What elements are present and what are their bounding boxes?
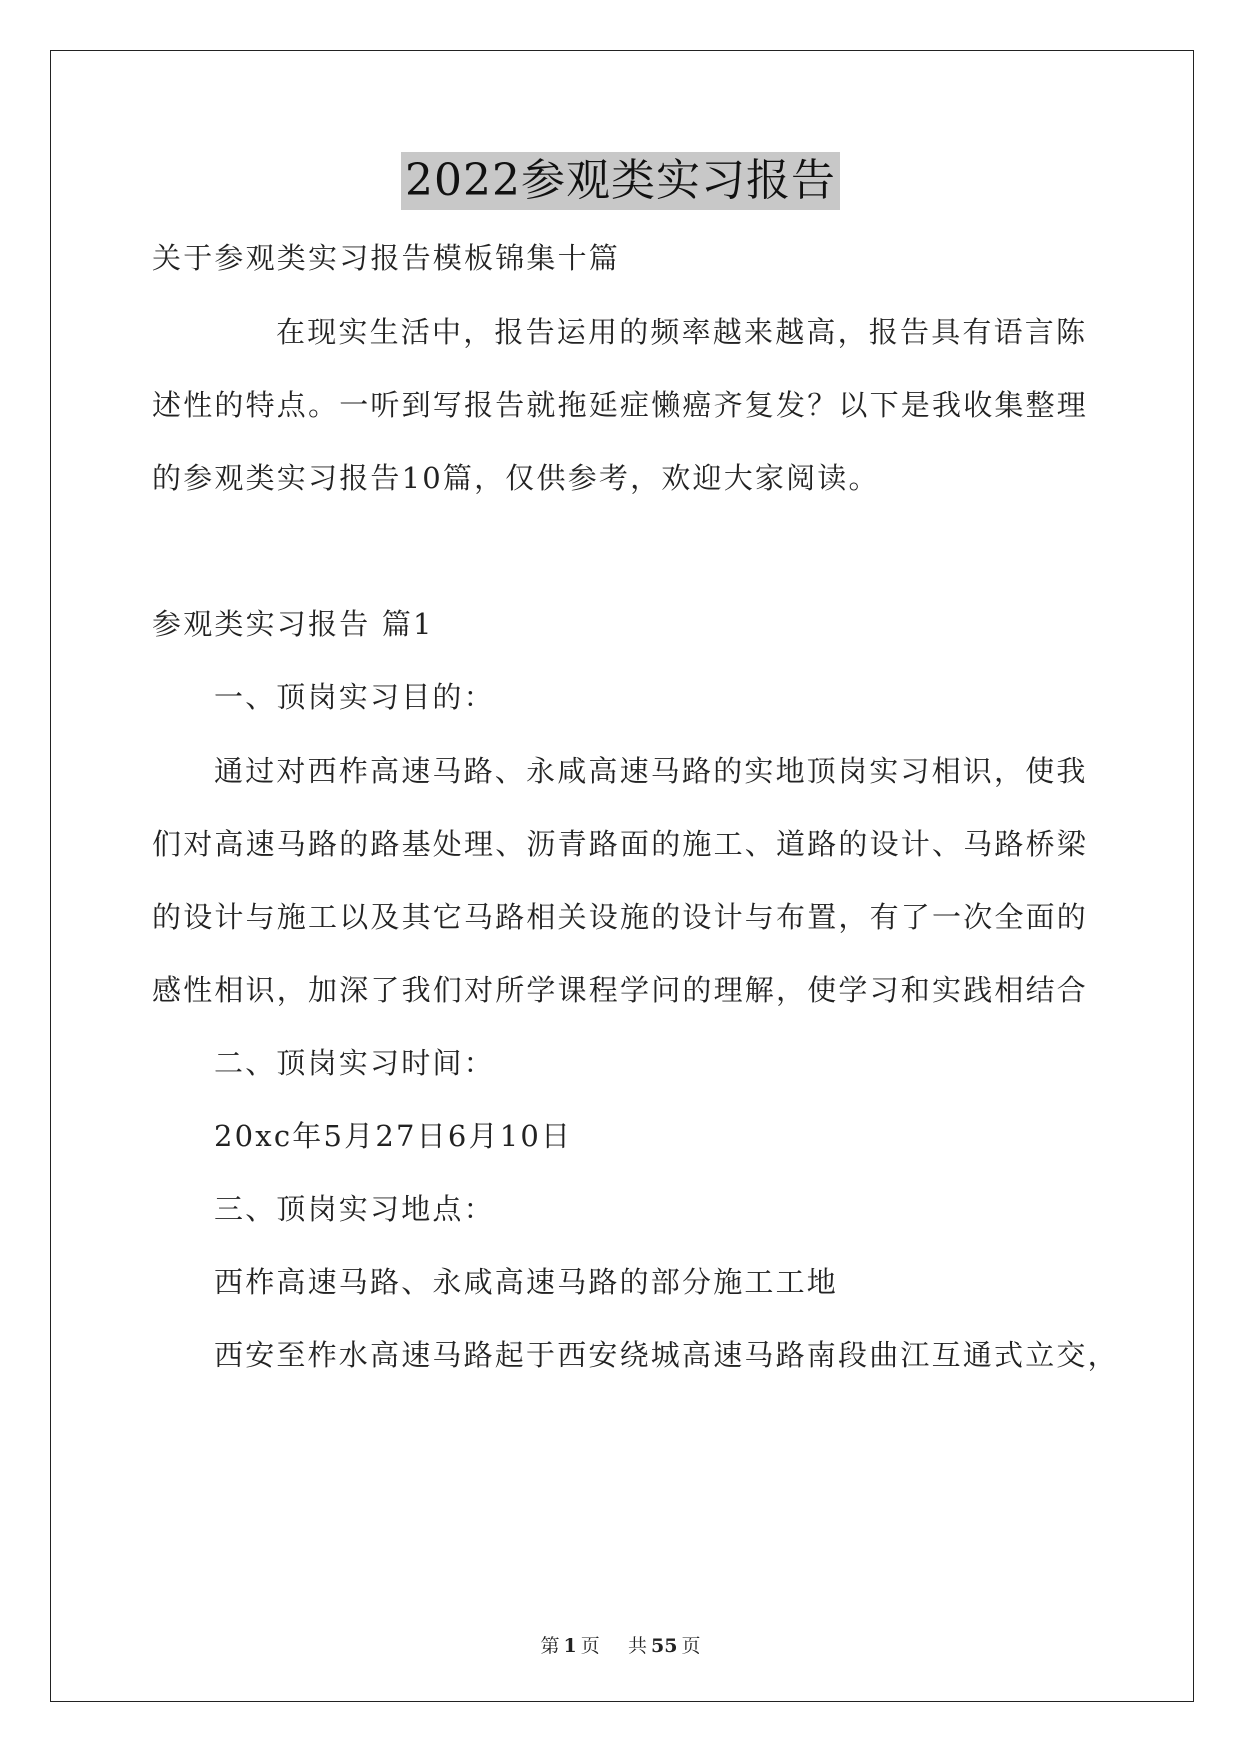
intro-line-2: 述性的特点。一听到写报告就拖延症懒癌齐复发？以下是我收集整理 xyxy=(152,388,1089,422)
footer-page-prefix: 第 xyxy=(540,1635,560,1657)
footer-total-pages: 55 xyxy=(650,1635,678,1657)
body-line-2: 通过对西柞高速马路、永咸高速马路的实地顶岗实习相识，使我 xyxy=(214,754,1088,788)
body-line-3: 们对高速马路的路基处理、沥青路面的施工、道路的设计、马路桥梁 xyxy=(152,827,1089,861)
body-line-4: 的设计与施工以及其它马路相关设施的设计与布置，有了一次全面的 xyxy=(152,900,1089,934)
title-container xyxy=(0,152,1241,210)
document-subtitle: 关于参观类实习报告模板锦集十篇 xyxy=(152,241,621,275)
body-line-5: 感性相识，加深了我们对所学课程学问的理解，使学习和实践相结合 xyxy=(152,973,1089,1007)
document-title: 2022参观类实习报告 xyxy=(401,152,840,210)
footer-total-prefix: 共 xyxy=(627,1635,647,1657)
page-border xyxy=(50,50,1194,1702)
footer-current-page: 1 xyxy=(563,1635,577,1657)
body-line-1: 一、顶岗实习目的： xyxy=(214,680,495,714)
footer-total-suffix: 页 xyxy=(681,1635,701,1657)
intro-line-3: 的参观类实习报告10篇，仅供参考，欢迎大家阅读。 xyxy=(152,461,880,495)
page-footer xyxy=(0,1631,1241,1658)
section-heading: 参观类实习报告 篇1 xyxy=(152,607,434,641)
footer-page-suffix: 页 xyxy=(580,1635,600,1657)
body-line-10: 西安至柞水高速马路起于西安绕城高速马路南段曲江互通式立交， xyxy=(214,1338,1119,1372)
body-line-7: 20xc年5月27日6月10日 xyxy=(214,1119,573,1153)
intro-line-1: 在现实生活中，报告运用的频率越来越高，报告具有语言陈 xyxy=(276,315,1088,349)
body-line-8: 三、顶岗实习地点： xyxy=(214,1192,495,1226)
body-line-9: 西柞高速马路、永咸高速马路的部分施工工地 xyxy=(214,1265,839,1299)
body-line-6: 二、顶岗实习时间： xyxy=(214,1046,495,1080)
